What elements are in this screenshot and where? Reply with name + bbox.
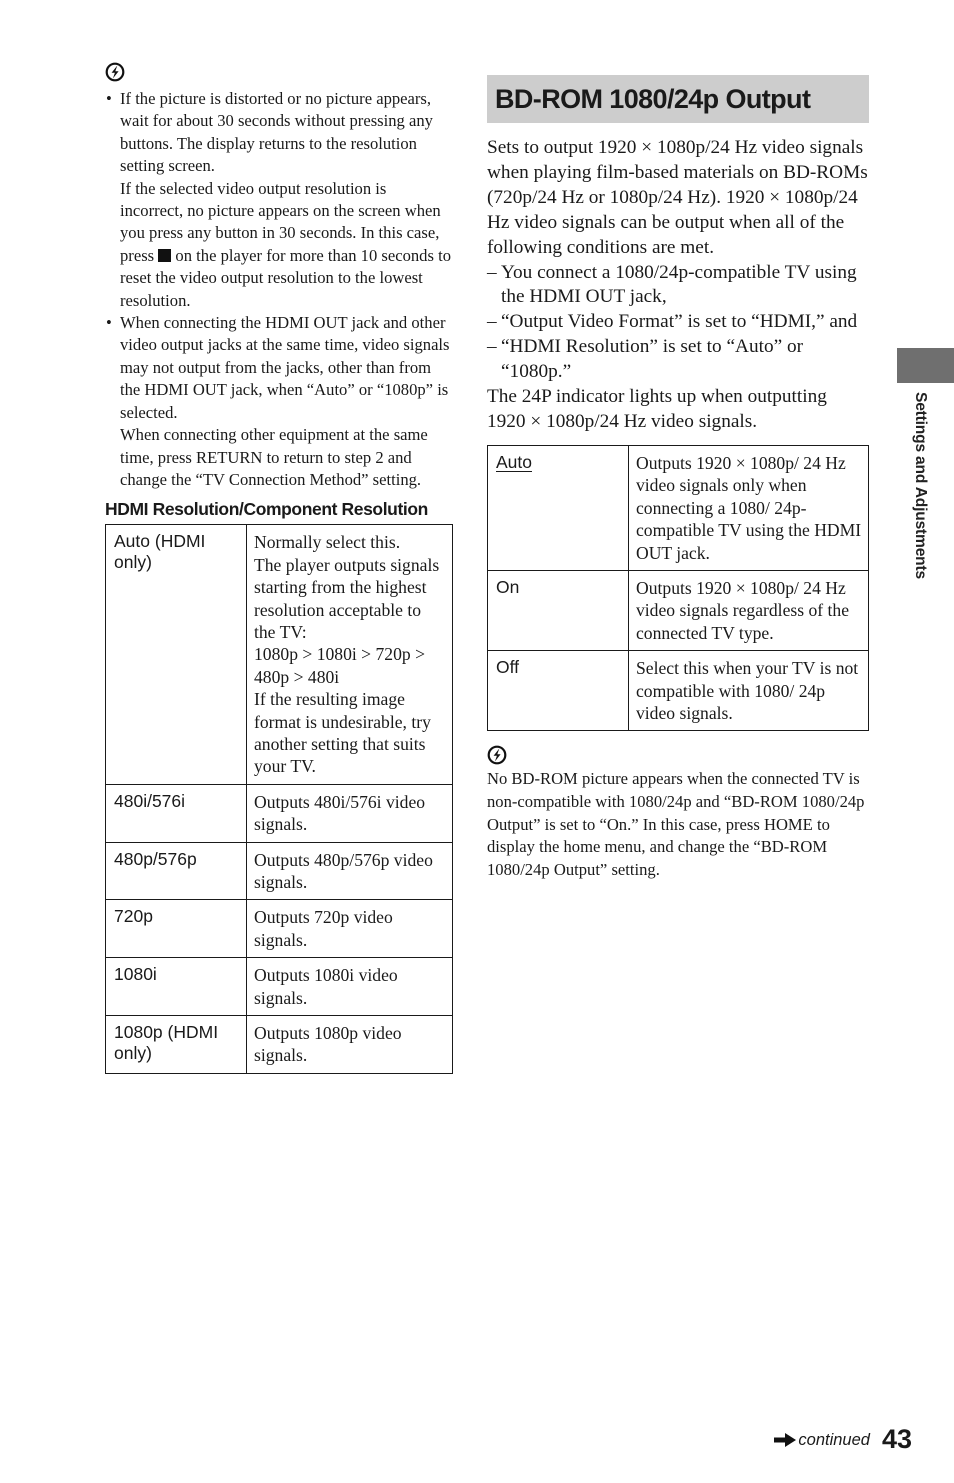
note-text: • If the picture is distorted or no picture appears, wait for about 30 seconds without pressing any buttons. The display returns to the resolution setting screen. (120, 89, 433, 176)
condition-item: – “Output Video Format” is set to “HDMI,” and (487, 310, 869, 335)
option-name: 1080i (106, 958, 247, 1016)
condition-item: – “HDMI Resolution” is set to “Auto” or “1080p.” (487, 335, 869, 385)
option-description: Outputs 1080i video signals. (247, 958, 453, 1016)
option-description: Outputs 1920 × 1080p/ 24 Hz video signals regardless of the connected TV type. (629, 570, 869, 650)
indicator-text: The 24P indicator lights up when outputting 1920 × 1080p/24 Hz video signals. (487, 386, 827, 432)
note-item (105, 312, 453, 491)
default-option-label: Auto (496, 451, 532, 472)
option-description: Outputs 720p video signals. (247, 900, 453, 958)
description-line: Normally select this. (254, 532, 401, 553)
description-line: If the resulting image format is undesirable, try another setting that suits your TV. (254, 689, 431, 777)
stop-square-icon (158, 249, 171, 262)
option-description: Outputs 1080p video signals. (247, 1016, 453, 1074)
table-row (488, 651, 869, 731)
option-name: 1080p (HDMI only) (106, 1016, 247, 1074)
description-line: The player outputs signals starting from the highest resolution acceptable to the TV: (254, 554, 440, 642)
note-lightning-icon (487, 745, 507, 765)
table-row (106, 900, 453, 958)
note-text-part: If the selected video output resolution is incorrect, no picture appears on the screen when you press any button in 30 seconds. In this case, press (120, 178, 441, 265)
table-row (106, 525, 453, 784)
right-column (487, 75, 869, 881)
notes-list (105, 88, 453, 491)
option-name: On (488, 570, 629, 650)
resolution-table (105, 524, 453, 1074)
option-description: Outputs 1920 × 1080p/ 24 Hz video signals only when connecting a 1080/ 24p-compatible TV using the HDMI OUT jack. (629, 445, 869, 570)
table-row (106, 1016, 453, 1074)
intro-text: Sets to output 1920 × 1080p/24 Hz video signals when playing film-based materials on BD-ROMs (720p/24 Hz or 1080p/24 Hz). 1920 × 1080p/24 Hz video signals can be output when all of the following conditions are met. (487, 137, 868, 258)
option-description (247, 525, 453, 784)
conditions-list (487, 261, 869, 386)
option-description: Outputs 480p/576p video signals. (247, 842, 453, 900)
option-name: 480p/576p (106, 842, 247, 900)
page-footer (774, 1424, 912, 1454)
section-tab-marker (897, 348, 954, 383)
option-name (488, 445, 629, 570)
table-row (488, 445, 869, 570)
option-description: Outputs 480i/576i video signals. (247, 784, 453, 842)
option-name: 480i/576i (106, 784, 247, 842)
table-heading: HDMI Resolution/Component Resolution (105, 499, 428, 520)
note-text-part: on the player for more than 10 seconds to reset the video output resolution to the lowest resolution. (120, 245, 451, 310)
note-item (105, 88, 453, 312)
output-table (487, 445, 869, 731)
table-row (106, 842, 453, 900)
side-section-label: Settings and Adjustments (912, 392, 929, 579)
note-text: No BD-ROM picture appears when the connected TV is non-compatible with 1080/24p and “BD-ROM 1080/24p Output” is set to “On.” In this case, press HOME to display the home menu, and change the “BD-ROM 1080/24p Output” setting. (487, 769, 865, 879)
left-column (105, 62, 453, 1074)
note-lightning-icon (105, 62, 125, 82)
option-name: 720p (106, 900, 247, 958)
continued-label: continued (798, 1431, 870, 1449)
page-number: 43 (881, 1424, 912, 1454)
table-row (106, 784, 453, 842)
note-text: When connecting other equipment at the same time, press RETURN to return to step 2 and change the “TV Connection Method” setting. (120, 425, 428, 489)
section-title: BD-ROM 1080/24p Output (487, 75, 869, 123)
table-row (106, 958, 453, 1016)
note-text: • When connecting the HDMI OUT jack and other video output jacks at the same time, video signals may not output from the jacks, other than from the HDMI OUT jack, when “Auto” or “1080p” is selected. (120, 313, 450, 422)
option-name: Auto (HDMI only) (106, 525, 247, 784)
note-text (120, 178, 453, 312)
option-name: Off (488, 651, 629, 731)
arrow-right-icon (774, 1433, 796, 1447)
table-row (488, 570, 869, 650)
option-description: Select this when your TV is not compatible with 1080/ 24p video signals. (629, 651, 869, 731)
condition-item: – You connect a 1080/24p-compatible TV using the HDMI OUT jack, (487, 261, 869, 311)
description-line: 1080p > 1080i > 720p > 480p > 480i (254, 644, 426, 687)
